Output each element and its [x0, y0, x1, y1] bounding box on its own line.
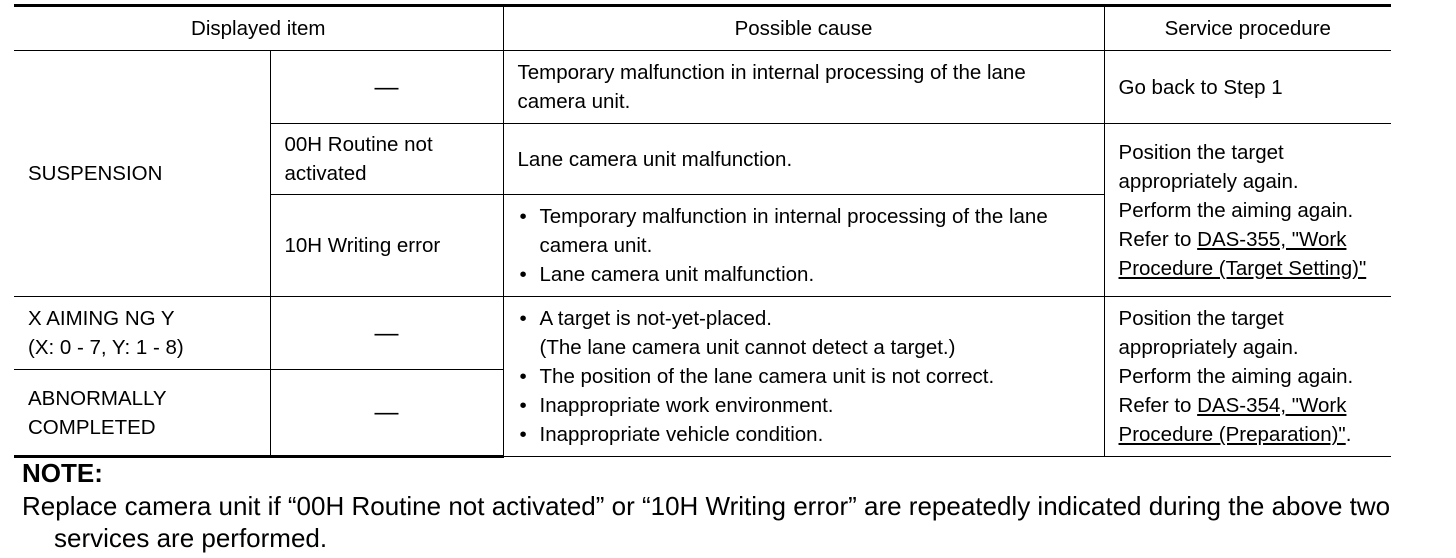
note-title: NOTE:: [22, 458, 103, 488]
item-suspension: SUSPENSION: [14, 51, 270, 297]
table-row: [14, 51, 1391, 124]
list-item: • Inappropriate vehicle condition.: [518, 420, 1090, 449]
header-possible-cause: Possible cause: [503, 6, 1104, 51]
procedure-cell: Go back to Step 1: [1104, 51, 1391, 124]
das-355-link[interactable]: DAS-355, "Work Procedure (Target Setting)": [1118, 227, 1367, 280]
cause-cell: [503, 297, 1104, 457]
code-10h: 10H Writing error: [270, 195, 503, 297]
header-displayed-item: Displayed item: [14, 6, 503, 51]
procedure-text: Position the target appropriately again. Perform the aiming again. Refer to: [1118, 140, 1354, 251]
list-item: • Temporary malfunction in internal processing of the lane camera unit.: [518, 202, 1090, 260]
list-item: [518, 304, 1090, 362]
list-item: • Lane camera unit malfunction.: [518, 260, 1090, 289]
list-item: • The position of the lane camera unit is not correct.: [518, 362, 1090, 391]
code-dash: —: [270, 297, 503, 370]
list-item: • Inappropriate work environment.: [518, 391, 1090, 420]
note-text: [22, 490, 1432, 554]
das-354-link[interactable]: DAS-354, "Work Procedure (Preparation)": [1118, 394, 1347, 446]
item-abnormally-completed: ABNORMALLY COMPLETED: [14, 370, 270, 457]
cause-cell: [503, 195, 1104, 297]
procedure-text: Position the target appropriately again. Perform the aiming again. Refer to: [1118, 307, 1354, 417]
item-x-aiming: [14, 297, 270, 370]
table-header-row: [14, 6, 1391, 51]
cause-list: [518, 304, 1090, 449]
procedure-end: .: [1345, 423, 1352, 446]
cause-cell: Lane camera unit malfunction.: [503, 124, 1104, 195]
item-line: (X: 0 - 7, Y: 1 - 8): [28, 336, 184, 359]
service-table: [14, 4, 1391, 458]
procedure-cell: [1104, 124, 1391, 297]
cause-line: • A target is not-yet-placed.: [539, 307, 772, 330]
cause-line: (The lane camera unit cannot detect a target.): [539, 336, 956, 359]
code-00h: 00H Routine not activated: [270, 124, 503, 195]
cause-cell: Temporary malfunction in internal processing of the lane camera unit.: [503, 51, 1104, 124]
note-body: Replace camera unit if “00H Routine not activated” or “10H Writing error” are repeatedly indicated during the above two services are performed.: [22, 491, 1391, 553]
code-dash: —: [270, 370, 503, 457]
procedure-cell: [1104, 297, 1391, 457]
cause-list: [518, 202, 1090, 289]
header-service-procedure: Service procedure: [1104, 6, 1391, 51]
code-dash: —: [270, 51, 503, 124]
table-row: [14, 297, 1391, 370]
item-line: X AIMING NG Y: [28, 307, 175, 330]
